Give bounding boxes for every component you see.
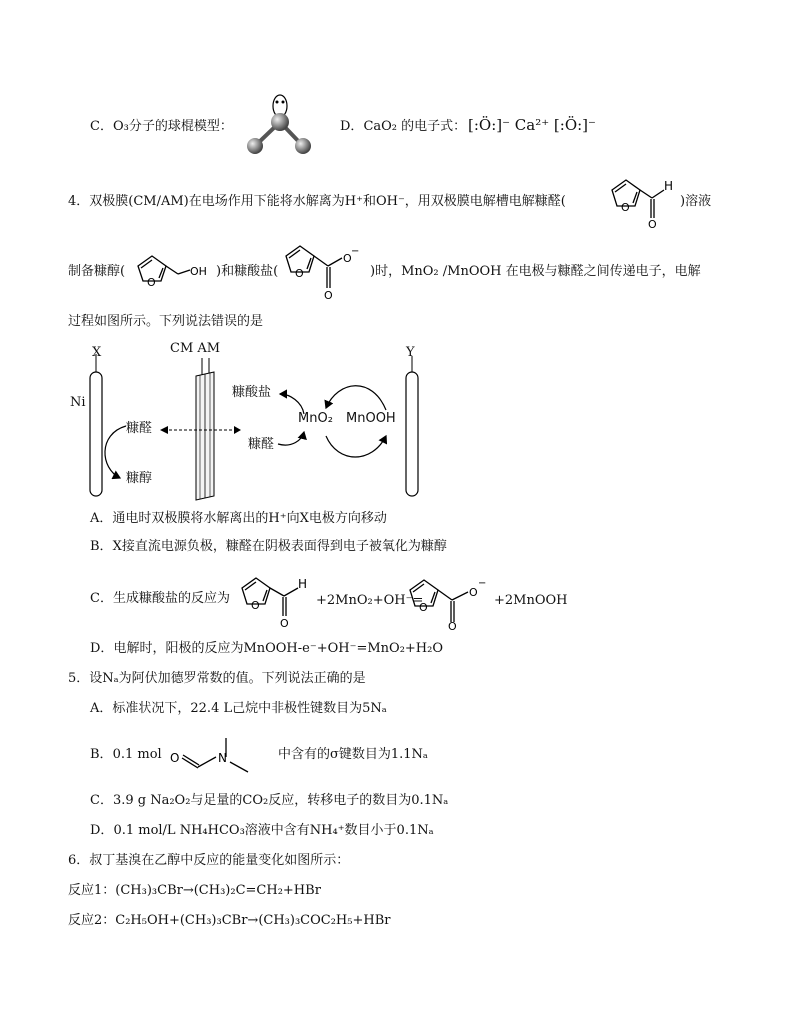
q3-option-d — [340, 118, 466, 136]
q5-option-b — [90, 746, 162, 764]
svg-text:O: O — [295, 267, 304, 280]
q4-option-a-text: 通电时双极膜将水解离出的H⁺向X电极方向移动 — [112, 511, 387, 526]
ozone-ball-stick-model — [242, 90, 318, 160]
label-furfuryl-alcohol: 糠醇 — [126, 471, 153, 486]
q4-option-c — [90, 590, 230, 608]
q5-option-a — [90, 700, 387, 718]
dmf-structure — [164, 730, 268, 778]
svg-text:O: O — [324, 289, 333, 302]
q6-stem: 6．叔丁基溴在乙醇中反应的能量变化如图所示： — [68, 853, 350, 868]
q3-option-d-text: CaO₂ 的电子式： — [363, 119, 467, 134]
q4-option-c-text-c: +2MnOOH — [494, 593, 568, 608]
q5-option-a-letter: A． — [90, 701, 113, 716]
label-furfural-right: 糠醛 — [248, 437, 275, 452]
q4-option-b-text: X接直流电源负极，糠醛在阴极表面得到电子被氧化为糠醇 — [112, 539, 447, 554]
svg-text:H: H — [664, 179, 674, 193]
mnooh-to-mno2-arrow — [326, 386, 386, 410]
electrode-x — [90, 372, 102, 496]
q4-stem-line1-b: )溶液 — [680, 194, 712, 209]
svg-text:O: O — [343, 252, 352, 265]
svg-text:O: O — [469, 586, 478, 599]
q5-option-c — [90, 792, 448, 810]
q5-stem: 5．设Nₐ为阿伏加德罗常数的值。下列说法正确的是 — [68, 671, 366, 686]
svg-text:O: O — [648, 218, 657, 230]
label-y: Y — [406, 345, 415, 360]
svg-text:O: O — [419, 601, 428, 614]
q3-option-c-letter: C． — [90, 119, 113, 134]
label-furoate: 糠酸盐 — [232, 385, 272, 400]
q5-option-c-letter: C． — [90, 793, 113, 808]
q5-option-d-letter: D． — [90, 823, 114, 838]
q4-stem-line2-b: )和糠酸盐( — [216, 264, 279, 279]
mno2-to-mnooh-arrow — [326, 436, 386, 457]
label-ni: Ni — [70, 395, 86, 410]
q5-option-d — [90, 822, 434, 840]
svg-text:O: O — [621, 201, 630, 214]
label-mno2: MnO₂ — [298, 411, 333, 426]
svg-text:O: O — [448, 620, 457, 632]
q4-stem-line1-a: 4．双极膜(CM/AM)在电场作用下能将水解离为H⁺和OH⁻，用双极膜电解槽电解糠醛( — [68, 194, 566, 209]
q4-option-d-letter: D． — [90, 641, 114, 656]
q5-option-c-text: 3.9 g Na₂O₂与足量的CO₂反应，转移电子的数目为0.1Nₐ — [112, 793, 449, 808]
svg-text:H: H — [298, 577, 308, 591]
svg-text:N: N — [218, 751, 227, 765]
q3-option-c — [90, 118, 233, 136]
reduction-arrow — [105, 426, 126, 478]
q6-reaction-2: 反应2：C₂H₅OH+(CH₃)₃CBr→(CH₃)₃COC₂H₅+HBr — [68, 913, 391, 928]
svg-text:O: O — [280, 617, 289, 630]
q4-option-b-letter: B． — [90, 539, 113, 554]
oxygen-ball — [295, 138, 311, 154]
label-mnooh: MnOOH — [346, 411, 396, 426]
svg-text:−: − — [478, 578, 487, 589]
svg-text:O: O — [147, 276, 156, 288]
q4-option-d — [90, 640, 443, 658]
furfural-structure-option-c — [236, 564, 318, 630]
cao2-electron-formula: [:Ö:]⁻ Ca²⁺ [:Ö:]⁻ — [468, 116, 596, 134]
furfuryl-alcohol-structure — [130, 248, 216, 288]
q3-option-d-letter: D． — [340, 119, 364, 134]
furoate-structure — [278, 232, 370, 304]
q4-stem-line3: 过程如图所示。下列说法错误的是 — [68, 314, 264, 329]
label-x: X — [92, 345, 102, 360]
svg-text:O: O — [170, 751, 180, 765]
q4-option-b — [90, 538, 447, 556]
q4-stem-line2-a: 制备糠醇( — [68, 264, 126, 279]
furoate-structure-option-c — [404, 566, 500, 632]
furfural-to-mno2-arrow — [278, 432, 304, 445]
q4-option-a-letter: A． — [90, 511, 113, 526]
q4-stem-line1 — [68, 193, 566, 211]
q5-option-a-text: 标准状况下，22.4 L己烷中非极性键数目为5Nₐ — [112, 701, 387, 716]
q5-option-b-text-b: 中含有的σ键数目为1.1Nₐ — [278, 747, 428, 762]
oxygen-ball — [247, 138, 263, 154]
svg-text:OH: OH — [190, 265, 207, 278]
q4-option-c-text-b: +2MnO₂+OH⁻= — [316, 593, 424, 608]
q3-option-c-text: O₃分子的球棍模型： — [112, 119, 233, 134]
label-cm-am: CM AM — [170, 341, 221, 356]
oxygen-ball — [271, 113, 289, 131]
electrode-y — [406, 372, 418, 496]
q4-option-d-text: 电解时，阳极的反应为MnOOH-e⁻+OH⁻=MnO₂+H₂O — [113, 641, 444, 656]
label-furfural-left: 糠醛 — [126, 421, 153, 436]
q5-option-b-letter: B． — [90, 747, 113, 762]
furfural-structure — [600, 166, 680, 230]
svg-text:O: O — [251, 599, 260, 612]
lone-pair-dot — [276, 101, 279, 104]
q4-option-c-text-a: 生成糠酸盐的反应为 — [112, 591, 230, 606]
q4-stem-line2-c: )时，MnO₂ /MnOOH 在电极与糠醛之间传递电子，电解 — [370, 264, 701, 279]
q5-option-d-text: 0.1 mol/L NH₄HCO₃溶液中含有NH₄⁺数目小于0.1Nₐ — [113, 823, 434, 838]
q4-option-c-letter: C． — [90, 591, 113, 606]
q6-reaction-1: 反应1：(CH₃)₃CBr→(CH₃)₂C=CH₂+HBr — [68, 883, 321, 898]
svg-text:−: − — [351, 246, 360, 257]
q4-option-a — [90, 510, 387, 528]
q5-option-b-text-a: 0.1 mol — [112, 747, 162, 762]
lone-pair-dot — [282, 101, 285, 104]
